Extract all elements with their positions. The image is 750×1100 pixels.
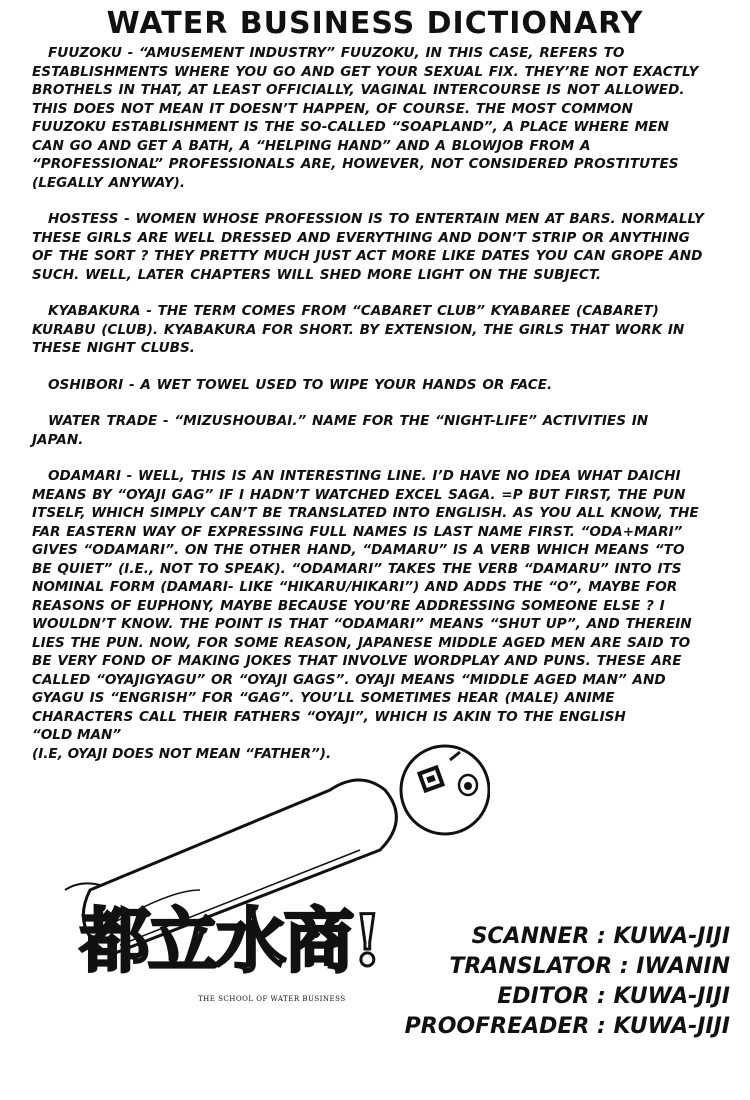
entry-tail-line: “OLD MAN”	[32, 727, 122, 743]
entry-kyabakura	[32, 302, 704, 358]
dictionary-entries	[32, 44, 704, 763]
character-head	[401, 746, 489, 834]
series-logo	[80, 885, 440, 1020]
credit-translator: TRANSLATOR : IWANIN	[449, 954, 730, 979]
credit-proofreader: PROOFREADER : KUWA-JIJI	[404, 1014, 730, 1039]
entry-text: KYABAKURA - THE TERM COMES FROM “CABARET CLUB” KYABAREE (CABARET) KURABU (CLUB). KYABAKURA FOR SHORT. BY EXTENSION, THE GIRLS THAT WORK IN THESE NIGHT CLUBS.	[32, 303, 685, 356]
page-title: WATER BUSINESS DICTIONARY	[106, 6, 644, 41]
credits-block	[405, 922, 730, 1042]
logo-subtitle: THE SCHOOL OF WATER BUSINESS	[198, 995, 346, 1003]
entry-odamari	[32, 467, 704, 726]
entry-oshibori	[32, 376, 704, 395]
credit-scanner: SCANNER : KUWA-JIJI	[471, 924, 730, 949]
entry-text: WATER TRADE - “MIZUSHOUBAI.” NAME FOR THE “NIGHT-LIFE” ACTIVITIES IN JAPAN.	[32, 413, 649, 448]
entry-tail-line: (I.E, OYAJI DOES NOT MEAN “FATHER”).	[32, 745, 332, 762]
entry-fuuzoku	[32, 44, 704, 192]
entry-text: OSHIBORI - A WET TOWEL USED TO WIPE YOUR HANDS OR FACE.	[48, 376, 553, 393]
credit-editor: EDITOR : KUWA-JIJI	[497, 984, 730, 1009]
logo-text: 都立水商!	[80, 899, 381, 982]
entry-hostess	[32, 210, 704, 284]
entry-text: ODAMARI - WELL, THIS IS AN INTERESTING LINE. I’D HAVE NO IDEA WHAT DAICHI MEANS BY “OYAJI GAG” IF I HADN’T WATCHED EXCEL SAGA. =P BUT FIRST, THE PUN ITSELF, WHICH SIMPLY CAN’T BE TRANSLATED INTO ENGLISH. AS YOU ALL KNOW, THE FAR EASTERN WAY OF EXPRESSING FULL NAMES IS LAST NAME FIRST. “ODA+MARI” GIVES “ODAMARI”. ON THE OTHER HAND, “DAMARU” IS A VERB WHICH MEANS “TO BE QUIET” (I.E., NOT TO SPEAK). “ODAMARI” TAKES THE VERB “DAMARU” INTO ITS NOMINAL FORM (DAMARI- LIKE “HIKARU/HIKARI”) AND ADDS THE “O”, MAYBE FOR REASONS OF EUPHONY, MAYBE BECAUSE YOU’RE ADDRESSING SOMEONE ELSE ? I WOULDN’T KNOW. THE POINT IS THAT “ODAMARI” MEANS “SHUT UP”, AND THEREIN LIES THE PUN. NOW, FOR SOME REASON, JAPANESE MIDDLE AGED MEN ARE SAID TO BE VERY FOND OF MAKING JOKES THAT INVOLVE WORDPLAY AND PUNS. THESE ARE CALLED “OYAJIGYAGU” OR “OYAJI GAGS”. OYAJI MEANS “MIDDLE AGED MAN” AND GYAGU IS “ENGRISH” FOR “GAG”. YOU’LL SOMETIMES HEAR (MALE) ANIME CHARACTERS CALL THEIR FATHERS “OYAJI”, WHICH IS AKIN TO THE ENGLISH	[32, 468, 699, 725]
entry-water-trade	[32, 412, 704, 449]
entry-text: FUUZOKU - “AMUSEMENT INDUSTRY” FUUZOKU, IN THIS CASE, REFERS TO ESTABLISHMENTS WHERE YOU GO AND GET YOUR SEXUAL FIX. THEY’RE NOT EXACTLY BROTHELS IN THAT, AT LEAST OFFICIALLY, VAGINAL INTERCOURSE IS NOT ALLOWED. THIS DOES NOT MEAN IT DOESN’T HAPPEN, OF COURSE. THE MOST COMMON FUUZOKU ESTABLISHMENT IS THE SO-CALLED “SOAPLAND”, A PLACE WHERE MEN CAN GO AND GET A BATH, A “HELPING HAND” AND A BLOWJOB FROM A “PROFESSIONAL” PROFESSIONALS ARE, HOWEVER, NOT CONSIDERED PROSTITUTES (LEGALLY ANYWAY).	[32, 45, 699, 191]
entry-text: HOSTESS - WOMEN WHOSE PROFESSION IS TO ENTERTAIN MEN AT BARS. NORMALLY THESE GIRLS ARE WELL DRESSED AND EVERYTHING AND DON’T STRIP OR ANYTHING OF THE SORT ? THEY PRETTY MUCH JUST ACT MORE LIKE DATES YOU CAN GROPE AND SUCH. WELL, LATER CHAPTERS WILL SHED MORE LIGHT ON THE SUBJECT.	[32, 211, 704, 283]
